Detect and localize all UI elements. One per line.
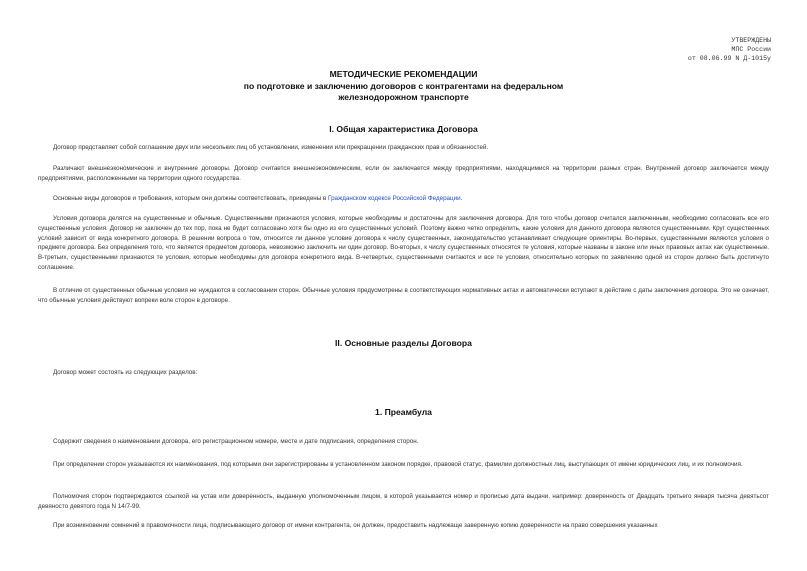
subsection-1-paragraph-1: Содержит сведения о наименовании договора, его регистрационном номере, месте и дате подписания, определения сторон.: [53, 438, 419, 445]
section-1-paragraph-2: Различают внешнеэкономические и внутренние договоры. Договор считается внешнеэкономическим, если он заключается между предприятиями, находящимися на территории разных стран. Внутренний договор заключается между предприятиями, расположенными на территории одного государства.: [38, 165, 769, 182]
section-1-paragraph-4: Условия договора делятся на существенные и обычные. Существенными признаются условия, которые необходимы и достаточны для заключения договора. Для того чтобы договор считался заключенным, необходимо согласовать все его существенные условия. Договор не заключен до тех пор, пока не будет согласовано хотя бы одно из его существенных условий. Поэтому важно четко определить, какие условия для данного договора являются существенными. Круг существенных условий зависит от вида конкретного договора. В решении вопроса о том, относится ли данное условие договора к числу существенных, законодательство устанавливает следующие ориентиры. Во-первых, существенными являются условия о предмете договора. Без определения того, что является предметом договора, невозможно заключить ни один договор. Во-вторых, к числу существенных относятся те условия, которые названы в законе или иных правовых актах как существенные. В-третьих, существенными признаются те условия, которые необходимы для договора конкретного вида. В-четвертых, существенными считаются и все те условия, относительно которых по заявлению одной из сторон должно быть достигнуто соглашение.: [38, 215, 769, 271]
p3-text-before: Основные виды договоров и требования, которым они должны соответствовать, приведены в: [53, 195, 329, 202]
title-line-3: железнодорожном транспорте: [338, 92, 469, 102]
section-2-paragraph-1: Договор может состоять из следующих разделов:: [53, 369, 198, 376]
title-line-2: по подготовке и заключению договоров с контрагентами на федеральном: [243, 80, 564, 91]
section-1-paragraph-5: В отличие от существенных обычные условия не нуждаются в согласовании сторон. Обычные условия предусмотрены в соответствующих нормативных актах и автоматически вступают в действие с даты заключения договора. Это не означает, что обычные условия действуют вопреки воле сторон в договоре.: [38, 287, 769, 304]
section-2-heading: II. Основные разделы Договора: [335, 338, 472, 348]
subsection-1-paragraph-4: При возникновении сомнений в правомочности лица, подписывающего договор от имени контрагента, он должен, предоставить надлежаще заверенную копию доверенности на право совершения указанных: [53, 522, 658, 529]
subsection-1-paragraph-3: Полномочия сторон подтверждаются ссылкой на устав или доверенность, выданную уполномоченным лицом, в которой указывается номер и прописью дата выдачи, например: доверенность от Двадцать третьего января тысяча девятьсот девяносто девятого года N 14/7-99.: [38, 493, 769, 510]
p3-text-after: .: [460, 195, 463, 202]
title-line-1: МЕТОДИЧЕСКИЕ РЕКОМЕНДАЦИИ: [329, 69, 478, 79]
section-1-paragraph-1: Договор представляет собой соглашение двух или нескольких лиц об установлении, изменении или прекращении гражданских прав и обязанностей.: [53, 144, 489, 151]
approval-line-3: от 08.06.99 N Д-1015у: [687, 55, 771, 62]
approval-line-2: МПС России: [731, 46, 771, 53]
section-1-heading: I. Общая характеристика Договора: [329, 124, 478, 134]
subsection-1-paragraph-2: При определении сторон указываются их наименования, под которыми они зарегистрированы в установленном законом порядке, правовой статус, фамилии должностных лиц, выступающих от имени юридических лиц, и их полномочия.: [53, 461, 743, 468]
civil-code-link[interactable]: Гражданском кодексе Российской Федерации: [328, 195, 461, 202]
subsection-1-heading: 1. Преамбула: [375, 407, 432, 417]
document-title: [0, 69, 807, 104]
section-1-paragraph-3: [38, 194, 769, 204]
approval-line-1: УТВЕРЖДЕНЫ: [731, 37, 771, 44]
approval-block: [688, 36, 771, 63]
